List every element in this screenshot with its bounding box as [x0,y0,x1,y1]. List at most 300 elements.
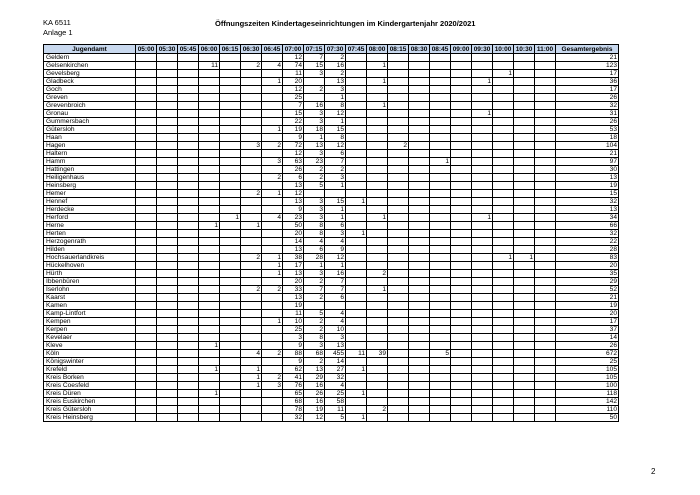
cell-count [241,126,262,134]
cell-count [409,78,430,86]
cell-count: 2 [262,174,283,182]
cell-count [346,286,367,294]
cell-total: 34 [556,214,619,222]
cell-count [493,54,514,62]
cell-count: 15 [283,110,304,118]
cell-count [157,198,178,206]
cell-count [388,294,409,302]
cell-count [157,190,178,198]
cell-count [262,94,283,102]
cell-count [388,366,409,374]
cell-count [136,62,157,70]
cell-count [220,374,241,382]
cell-total: 17 [556,70,619,78]
cell-jugendamt: Goch [44,86,136,94]
cell-count [241,270,262,278]
cell-count [178,118,199,126]
cell-count [514,166,535,174]
table-row [44,358,619,366]
cell-count [367,206,388,214]
cell-count [514,134,535,142]
cell-count [325,190,346,198]
cell-count [472,150,493,158]
table-row [44,270,619,278]
cell-jugendamt: Hürth [44,270,136,278]
cell-count [493,126,514,134]
cell-count [304,78,325,86]
cell-count [493,270,514,278]
cell-count [136,182,157,190]
cell-count [220,134,241,142]
cell-count [346,254,367,262]
cell-count [262,110,283,118]
cell-count [493,414,514,422]
cell-count [451,62,472,70]
cell-count [367,414,388,422]
cell-count [178,358,199,366]
cell-total: 20 [556,310,619,318]
cell-count [430,134,451,142]
column-header-time: 07:15 [304,45,325,54]
cell-count [388,78,409,86]
cell-count [157,350,178,358]
cell-count [514,398,535,406]
table-row [44,70,619,78]
table-header-row [44,45,619,54]
cell-count [451,70,472,78]
cell-count [262,342,283,350]
cell-count [409,310,430,318]
column-header-time: 08:00 [367,45,388,54]
column-header-time: 07:00 [283,45,304,54]
cell-count [430,70,451,78]
cell-count [493,262,514,270]
cell-count [241,78,262,86]
cell-count: 10 [283,318,304,326]
cell-count [514,382,535,390]
cell-jugendamt: Kaarst [44,294,136,302]
cell-count: 1 [262,78,283,86]
cell-count [199,326,220,334]
cell-count [199,166,220,174]
cell-jugendamt: Köln [44,350,136,358]
cell-count [472,278,493,286]
column-header-time: 09:00 [451,45,472,54]
cell-count [514,110,535,118]
cell-count [451,166,472,174]
cell-count [304,94,325,102]
cell-total: 52 [556,286,619,294]
cell-count [472,294,493,302]
table-row [44,262,619,270]
cell-count [430,174,451,182]
cell-count: 2 [262,286,283,294]
cell-count [367,134,388,142]
cell-count [241,206,262,214]
cell-count [262,222,283,230]
cell-count [493,246,514,254]
cell-count: 4 [325,382,346,390]
table-row [44,94,619,102]
cell-count [136,86,157,94]
cell-total: 97 [556,158,619,166]
table-row [44,142,619,150]
column-header-total: Gesamtergebnis [556,45,619,54]
cell-count: 6 [283,174,304,182]
cell-count [388,110,409,118]
cell-total: 15 [556,190,619,198]
column-header-time: 08:45 [430,45,451,54]
cell-count: 15 [325,198,346,206]
cell-count [157,326,178,334]
cell-count [346,142,367,150]
cell-count [220,150,241,158]
cell-count [241,174,262,182]
cell-count [199,334,220,342]
cell-count [262,358,283,366]
cell-count: 3 [304,150,325,158]
cell-count [346,246,367,254]
cell-count [178,214,199,222]
cell-count [136,214,157,222]
cell-count [409,374,430,382]
cell-count [241,406,262,414]
cell-count: 15 [304,62,325,70]
cell-count [388,222,409,230]
cell-count: 3 [304,214,325,222]
cell-count [220,262,241,270]
cell-count [451,142,472,150]
cell-count [241,358,262,366]
cell-count [514,238,535,246]
cell-total: 50 [556,414,619,422]
cell-count [346,118,367,126]
cell-count: 39 [367,350,388,358]
cell-count [136,70,157,78]
cell-count [199,358,220,366]
cell-count [220,118,241,126]
cell-count: 50 [283,222,304,230]
cell-count [346,86,367,94]
table-row [44,62,619,70]
cell-jugendamt: Ibbenbüren [44,278,136,286]
cell-count [157,390,178,398]
cell-count [220,86,241,94]
cell-count [199,214,220,222]
cell-count [535,94,556,102]
cell-count: 2 [325,166,346,174]
cell-count [178,198,199,206]
cell-count [409,54,430,62]
cell-count [136,222,157,230]
cell-count [157,278,178,286]
cell-count [262,166,283,174]
cell-count [514,102,535,110]
cell-count [199,118,220,126]
cell-jugendamt: Königswinter [44,358,136,366]
cell-total: 123 [556,62,619,70]
cell-count [430,302,451,310]
cell-count: 1 [241,374,262,382]
cell-count [178,262,199,270]
cell-count [178,150,199,158]
cell-count [514,390,535,398]
cell-count [346,94,367,102]
cell-count [367,166,388,174]
cell-count: 2 [367,406,388,414]
cell-count [409,350,430,358]
cell-count [514,222,535,230]
cell-count: 7 [325,286,346,294]
cell-count [493,110,514,118]
cell-count [409,94,430,102]
cell-jugendamt: Kreis Borken [44,374,136,382]
cell-count [535,326,556,334]
cell-count [493,174,514,182]
cell-count [514,190,535,198]
table-row [44,390,619,398]
cell-count [472,238,493,246]
cell-count [304,190,325,198]
cell-count [430,198,451,206]
cell-count: 3 [304,206,325,214]
cell-count: 7 [325,278,346,286]
cell-count: 17 [283,262,304,270]
cell-count [157,54,178,62]
cell-count [535,102,556,110]
cell-count [178,174,199,182]
cell-count [199,294,220,302]
column-header-time: 07:45 [346,45,367,54]
cell-count: 4 [325,310,346,318]
cell-count [493,198,514,206]
cell-count [157,270,178,278]
cell-count [535,166,556,174]
cell-total: 20 [556,262,619,270]
cell-count [346,190,367,198]
cell-count [409,62,430,70]
cell-count [346,182,367,190]
cell-total: 32 [556,230,619,238]
cell-count [220,222,241,230]
cell-count [493,374,514,382]
cell-count [367,110,388,118]
column-header-time: 10:30 [514,45,535,54]
cell-count [199,54,220,62]
cell-count: 62 [283,366,304,374]
cell-count: 4 [304,238,325,246]
cell-count [220,230,241,238]
cell-count [535,374,556,382]
table-row [44,302,619,310]
cell-count [367,398,388,406]
cell-count [514,246,535,254]
cell-count: 2 [304,294,325,302]
cell-total: 32 [556,102,619,110]
cell-count [451,102,472,110]
cell-count: 5 [304,182,325,190]
cell-count [241,158,262,166]
cell-count: 23 [283,214,304,222]
cell-count [472,254,493,262]
cell-count: 72 [283,142,304,150]
cell-total: 31 [556,110,619,118]
cell-count: 23 [304,158,325,166]
cell-count: 2 [241,190,262,198]
cell-count [136,102,157,110]
cell-count [430,294,451,302]
cell-count [178,270,199,278]
cell-count [262,238,283,246]
cell-count [409,230,430,238]
cell-count [388,350,409,358]
cell-count [262,150,283,158]
cell-count [136,398,157,406]
cell-count [136,294,157,302]
cell-count [409,134,430,142]
cell-count [241,134,262,142]
cell-count [241,326,262,334]
cell-count: 2 [241,62,262,70]
cell-count [178,366,199,374]
cell-count [241,214,262,222]
cell-count [451,230,472,238]
table-row [44,230,619,238]
cell-count [136,382,157,390]
cell-count [430,334,451,342]
table-row [44,150,619,158]
cell-count [346,406,367,414]
cell-count [262,326,283,334]
cell-count [178,294,199,302]
cell-count [472,118,493,126]
cell-count [199,270,220,278]
cell-total: 30 [556,166,619,174]
cell-count [451,302,472,310]
cell-count [136,78,157,86]
cell-count [451,118,472,126]
cell-total: 105 [556,374,619,382]
cell-count [472,142,493,150]
cell-count: 20 [283,278,304,286]
cell-total: 142 [556,398,619,406]
cell-count [430,366,451,374]
cell-count [493,390,514,398]
cell-count: 8 [304,230,325,238]
cell-count [136,198,157,206]
cell-count [220,62,241,70]
cell-jugendamt: Grevenbroich [44,102,136,110]
cell-count [430,118,451,126]
cell-count [178,222,199,230]
cell-count: 3 [241,142,262,150]
cell-count: 2 [304,174,325,182]
cell-count [346,294,367,302]
cell-count: 1 [199,342,220,350]
cell-count [514,86,535,94]
cell-count [493,358,514,366]
cell-count [472,70,493,78]
cell-jugendamt: Gladbeck [44,78,136,86]
cell-count [367,310,388,318]
cell-count: 12 [283,190,304,198]
cell-count [493,182,514,190]
cell-count [430,342,451,350]
cell-jugendamt: Herdecke [44,206,136,214]
cell-count [472,366,493,374]
cell-count: 12 [325,142,346,150]
cell-count [157,318,178,326]
cell-count [472,230,493,238]
cell-count [220,158,241,166]
cell-count: 1 [262,126,283,134]
cell-count [262,70,283,78]
cell-count [241,150,262,158]
cell-count: 9 [283,358,304,366]
cell-count [262,278,283,286]
cell-count [514,342,535,350]
cell-count [388,118,409,126]
table-row [44,134,619,142]
cell-count [220,318,241,326]
cell-count [514,54,535,62]
cell-count [367,70,388,78]
cell-count [430,142,451,150]
cell-count [367,158,388,166]
cell-count [157,342,178,350]
cell-count [136,318,157,326]
cell-count [199,134,220,142]
cell-count [199,278,220,286]
cell-count [472,414,493,422]
column-header-time: 08:30 [409,45,430,54]
cell-count: 11 [283,70,304,78]
cell-jugendamt: Iserlohn [44,286,136,294]
cell-count [220,198,241,206]
cell-count [199,302,220,310]
cell-count [136,190,157,198]
cell-count: 1 [346,230,367,238]
cell-count [409,142,430,150]
table-row [44,278,619,286]
cell-count [430,86,451,94]
cell-count [220,174,241,182]
cell-count [388,358,409,366]
cell-count: 1 [262,318,283,326]
cell-count [535,182,556,190]
cell-count [409,294,430,302]
cell-count [157,366,178,374]
cell-count [535,78,556,86]
cell-count: 2 [262,142,283,150]
cell-count [367,126,388,134]
document-code: KA 6511 [43,18,71,27]
cell-count [430,326,451,334]
cell-count: 1 [367,62,388,70]
cell-count: 16 [325,270,346,278]
cell-count [535,278,556,286]
cell-jugendamt: Kamen [44,302,136,310]
cell-count [514,278,535,286]
cell-count [451,198,472,206]
cell-count: 20 [283,230,304,238]
cell-count [346,398,367,406]
cell-count [136,158,157,166]
cell-count [262,198,283,206]
cell-count: 2 [367,270,388,278]
cell-count: 4 [325,238,346,246]
cell-count: 74 [283,62,304,70]
